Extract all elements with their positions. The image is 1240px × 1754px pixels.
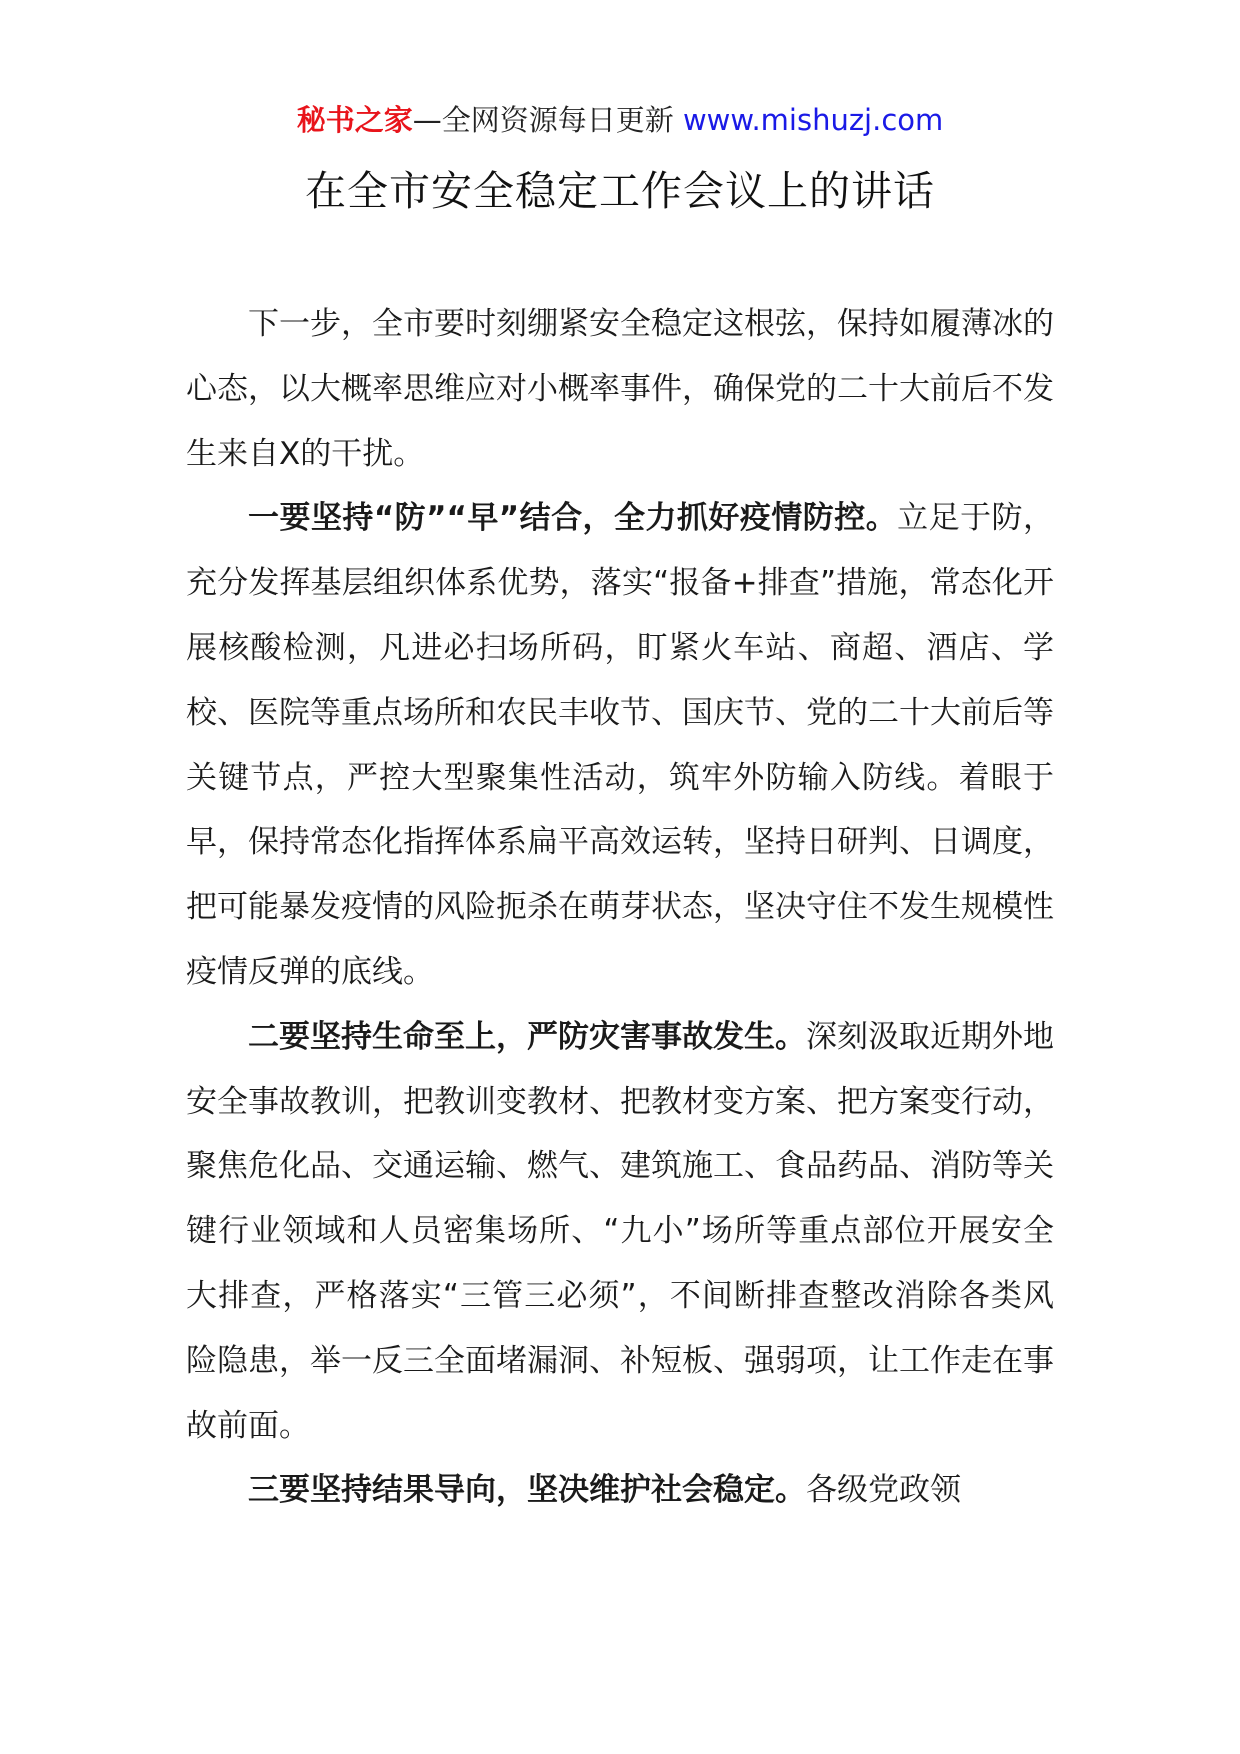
document-body (186, 292, 1054, 1523)
paragraph-text: 下一步，全市要时刻绷紧安全稳定这根弦，保持如履薄冰的心态，以大概率思维应对小概率事件，确保党的二十大前后不发生来自X的干扰。 (186, 306, 1054, 472)
paragraph-lead: 一要坚持“防”“早”结合，全力抓好疫情防控。 (248, 500, 898, 537)
paragraph-intro (186, 292, 1054, 486)
paragraph-safety-accidents (186, 1005, 1054, 1459)
paragraph-social-stability (186, 1458, 1054, 1523)
paragraph-text: 立足于防，充分发挥基层组织体系优势，落实“报备+排查”措施，常态化开展核酸检测，凡进必扫场所码，盯紧火车站、商超、酒店、学校、医院等重点场所和农民丰收节、国庆节、党的二十大前后等关键节点，严控大型聚集性活动，筑牢外防输入防线。着眼于早，保持常态化指挥体系扁平高效运转，坚持日研判、日调度，把可能暴发疫情的风险扼杀在萌芽状态，坚决守住不发生规模性疫情反弹的底线。 (186, 500, 1054, 990)
paragraph-lead: 二要坚持生命至上，严防灾害事故发生。 (248, 1018, 806, 1055)
site-tagline: —全网资源每日更新 (412, 103, 674, 137)
paragraph-epidemic-control (186, 486, 1054, 1004)
site-name: 秘书之家 (296, 103, 413, 137)
document-title: 在全市安全稳定工作会议上的讲话 (305, 167, 935, 215)
paragraph-lead: 三要坚持结果导向，坚决维护社会稳定。 (248, 1472, 806, 1509)
site-header (0, 100, 1240, 140)
paragraph-text: 深刻汲取近期外地安全事故教训，把教训变教材、把教材变方案、把方案变行动，聚焦危化品、交通运输、燃气、建筑施工、食品药品、消防等关键行业领域和人员密集场所、“九小”场所等重点部位开展安全大排查，严格落实“三管三必须”，不间断排查整改消除各类风险隐患，举一反三全面堵漏洞、补短板、强弱项，让工作走在事故前面。 (186, 1018, 1054, 1444)
site-url-link[interactable]: www.mishuzj.com (682, 103, 944, 137)
paragraph-text: 各级党政领 (806, 1472, 961, 1509)
